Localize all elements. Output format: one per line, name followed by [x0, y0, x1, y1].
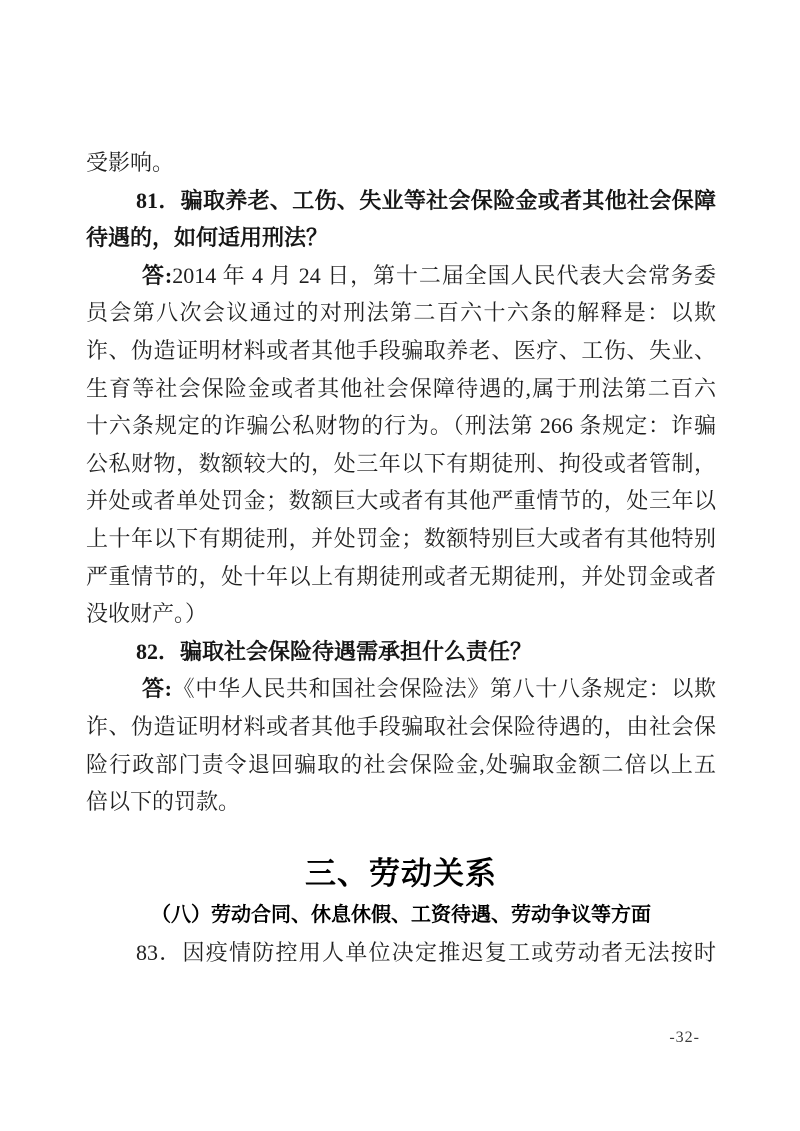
answer-line: 险行政部门责令退回骗取的社会保险金,处骗取金额二倍以上五 — [86, 751, 716, 777]
answer-prefix: 答: — [142, 676, 172, 702]
answer-line: 十六条规定的诈骗公私财物的行为。（刑法第 266 条规定：诈骗 — [86, 413, 716, 439]
answer-line: 倍以下的罚款。 — [86, 789, 241, 815]
question-83-line: 83．因疫情防控用人单位决定推迟复工或劳动者无法按时 — [136, 939, 716, 965]
answer-prefix: 答: — [142, 262, 173, 288]
question-81-line: 待遇的，如何适用刑法？ — [86, 225, 329, 251]
answer-line: 诈、伪造证明材料或者其他手段骗取社会保险待遇的，由社会保 — [86, 713, 716, 739]
answer-line — [86, 257, 716, 295]
page-number: -32- — [669, 1029, 700, 1046]
answer-text: 《中华人民共和国社会保险法》第八十八条规定：以欺 — [172, 676, 716, 702]
answer-line: 严重情节的，处十年以上有期徒刑或者无期徒刑，并处罚金或者 — [86, 563, 716, 589]
answer-line: 员会第八次会议通过的对刑法第二百六十六条的解释是：以欺 — [86, 300, 716, 326]
section-heading: 三、劳动关系 — [305, 855, 497, 891]
document-body — [86, 144, 716, 971]
answer-line — [86, 670, 716, 708]
answer-line: 上十年以下有期徒刑，并处罚金；数额特别巨大或者有其他特别 — [86, 525, 716, 551]
answer-line: 公私财物，数额较大的，处三年以下有期徒刑、拘役或者管制， — [86, 450, 716, 476]
answer-line: 诈、伪造证明材料或者其他手段骗取养老、医疗、工伤、失业、 — [86, 337, 716, 363]
answer-line: 并处或者单处罚金；数额巨大或者有其他严重情节的，处三年以 — [86, 488, 716, 514]
body-line: 受影响。 — [86, 150, 175, 175]
question-81-line: 81．骗取养老、工伤、失业等社会保险金或者其他社会保障 — [136, 187, 716, 213]
subsection-heading: （八）劳动合同、休息休假、工资待遇、劳动争议等方面 — [151, 903, 651, 926]
answer-text: 2014 年 4 月 24 日，第十二届全国人民代表大会常务委 — [172, 262, 716, 288]
answer-line: 生育等社会保险金或者其他社会保障待遇的,属于刑法第二百六 — [86, 375, 716, 401]
answer-line: 没收财产。） — [86, 601, 208, 627]
question-82-line: 82．骗取社会保险待遇需承担什么责任？ — [136, 638, 533, 664]
